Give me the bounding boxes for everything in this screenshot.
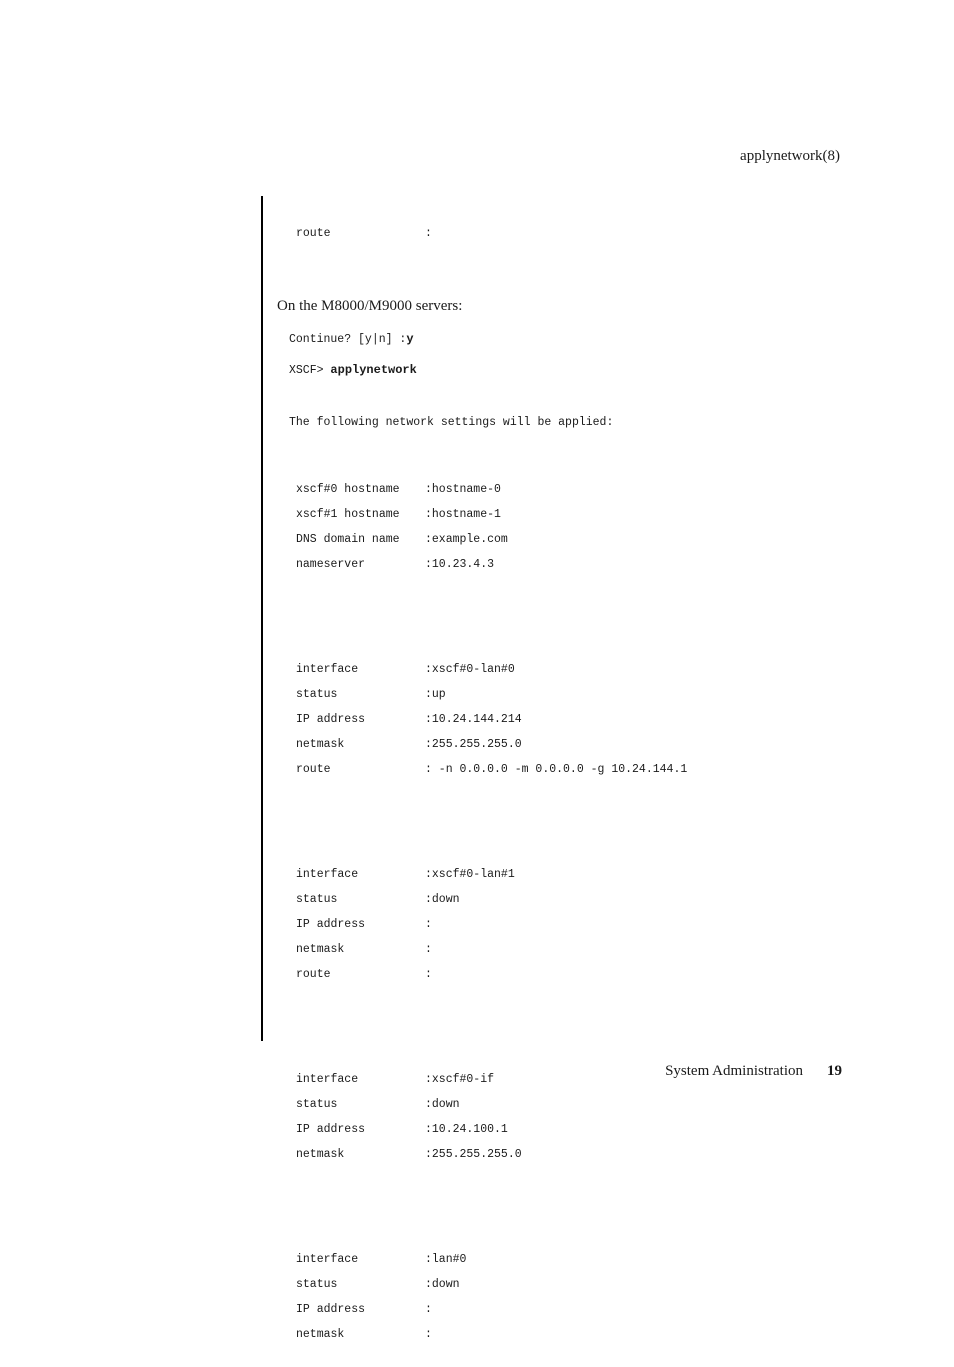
code-value: : xyxy=(425,1303,432,1316)
body-paragraph: On the M8000/M9000 servers: xyxy=(277,298,463,314)
code-key: IP address xyxy=(296,918,366,931)
group-general xyxy=(289,483,687,583)
code-value: :255.255.255.0 xyxy=(425,738,522,751)
code-value: : xyxy=(425,968,432,981)
group-iface3 xyxy=(289,1073,687,1173)
code-row xyxy=(289,1098,687,1123)
code-key: xscf#1 hostname xyxy=(296,508,400,521)
code-key: DNS domain name xyxy=(296,533,400,546)
code-key: nameserver xyxy=(296,558,366,571)
code-value: :xscf#0-lan#1 xyxy=(425,868,515,881)
page-number: 19 xyxy=(827,1063,842,1079)
code-value: :xscf#0-lan#0 xyxy=(425,663,515,676)
group-iface2 xyxy=(289,868,687,993)
code-value: :example.com xyxy=(425,533,508,546)
code-value: :hostname-0 xyxy=(425,483,501,496)
code-key: netmask xyxy=(296,943,345,956)
code-key: status xyxy=(296,1278,338,1291)
code-value: : xyxy=(425,227,432,240)
group-iface4 xyxy=(289,1253,687,1353)
code-value: :down xyxy=(425,893,460,906)
code-key: interface xyxy=(296,663,359,676)
code-value: :xscf#0-if xyxy=(425,1073,495,1086)
code-row xyxy=(289,868,687,893)
code-key: interface xyxy=(296,1073,359,1086)
code-key: route xyxy=(296,763,331,776)
code-block-main xyxy=(289,335,687,1367)
code-row xyxy=(289,763,687,788)
group-iface1 xyxy=(289,663,687,788)
code-key: IP address xyxy=(296,1303,366,1316)
intro-line: The following network settings will be applied: xyxy=(289,416,614,429)
code-key: xscf#0 hostname xyxy=(296,483,400,496)
code-row xyxy=(289,558,687,583)
code-row xyxy=(289,508,687,533)
page-footer xyxy=(665,1063,842,1080)
code-key: status xyxy=(296,1098,338,1111)
code-key: netmask xyxy=(296,1148,345,1161)
code-row xyxy=(289,713,687,738)
code-key: route xyxy=(296,968,331,981)
code-key: route xyxy=(296,227,331,240)
code-row xyxy=(289,1073,687,1098)
code-row xyxy=(289,1303,687,1328)
code-value: :down xyxy=(425,1278,460,1291)
code-key: interface xyxy=(296,868,359,881)
footer-section: System Administration xyxy=(665,1063,803,1079)
running-header: applynetwork(8) xyxy=(740,148,840,164)
code-key: interface xyxy=(296,1253,359,1266)
code-value: :10.23.4.3 xyxy=(425,558,495,571)
code-value: : xyxy=(425,1328,432,1341)
code-row xyxy=(289,1278,687,1303)
code-key: IP address xyxy=(296,1123,366,1136)
code-value: :255.255.255.0 xyxy=(425,1148,522,1161)
code-key: status xyxy=(296,688,338,701)
code-row xyxy=(289,918,687,943)
change-bar xyxy=(261,196,263,1041)
code-value: :down xyxy=(425,1098,460,1111)
code-value: :10.24.100.1 xyxy=(425,1123,508,1136)
code-row xyxy=(289,943,687,968)
code-row xyxy=(289,533,687,558)
code-key: netmask xyxy=(296,1328,345,1341)
code-value: : xyxy=(425,918,432,931)
prompt-text: Continue? [y|n] : xyxy=(289,333,407,346)
code-row xyxy=(289,1253,687,1278)
code-row xyxy=(289,738,687,763)
prompt-answer: y xyxy=(406,332,414,346)
code-row xyxy=(289,893,687,918)
code-value: : xyxy=(425,943,432,956)
code-value: : -n 0.0.0.0 -m 0.0.0.0 -g 10.24.144.1 xyxy=(425,763,688,776)
code-row xyxy=(289,1328,687,1353)
shell-prompt: XSCF> xyxy=(289,364,331,377)
code-value: :hostname-1 xyxy=(425,508,501,521)
code-key: IP address xyxy=(296,713,366,726)
code-value: :lan#0 xyxy=(425,1253,467,1266)
command-line xyxy=(289,363,687,388)
code-row xyxy=(289,968,687,993)
code-key: status xyxy=(296,893,338,906)
code-value: :up xyxy=(425,688,446,701)
code-row xyxy=(289,1148,687,1173)
command-text: applynetwork xyxy=(330,363,417,377)
code-row xyxy=(289,227,432,252)
code-row xyxy=(289,1123,687,1148)
code-row xyxy=(289,688,687,713)
code-row xyxy=(289,483,687,508)
code-value: :10.24.144.214 xyxy=(425,713,522,726)
code-row xyxy=(289,663,687,688)
code-key: netmask xyxy=(296,738,345,751)
